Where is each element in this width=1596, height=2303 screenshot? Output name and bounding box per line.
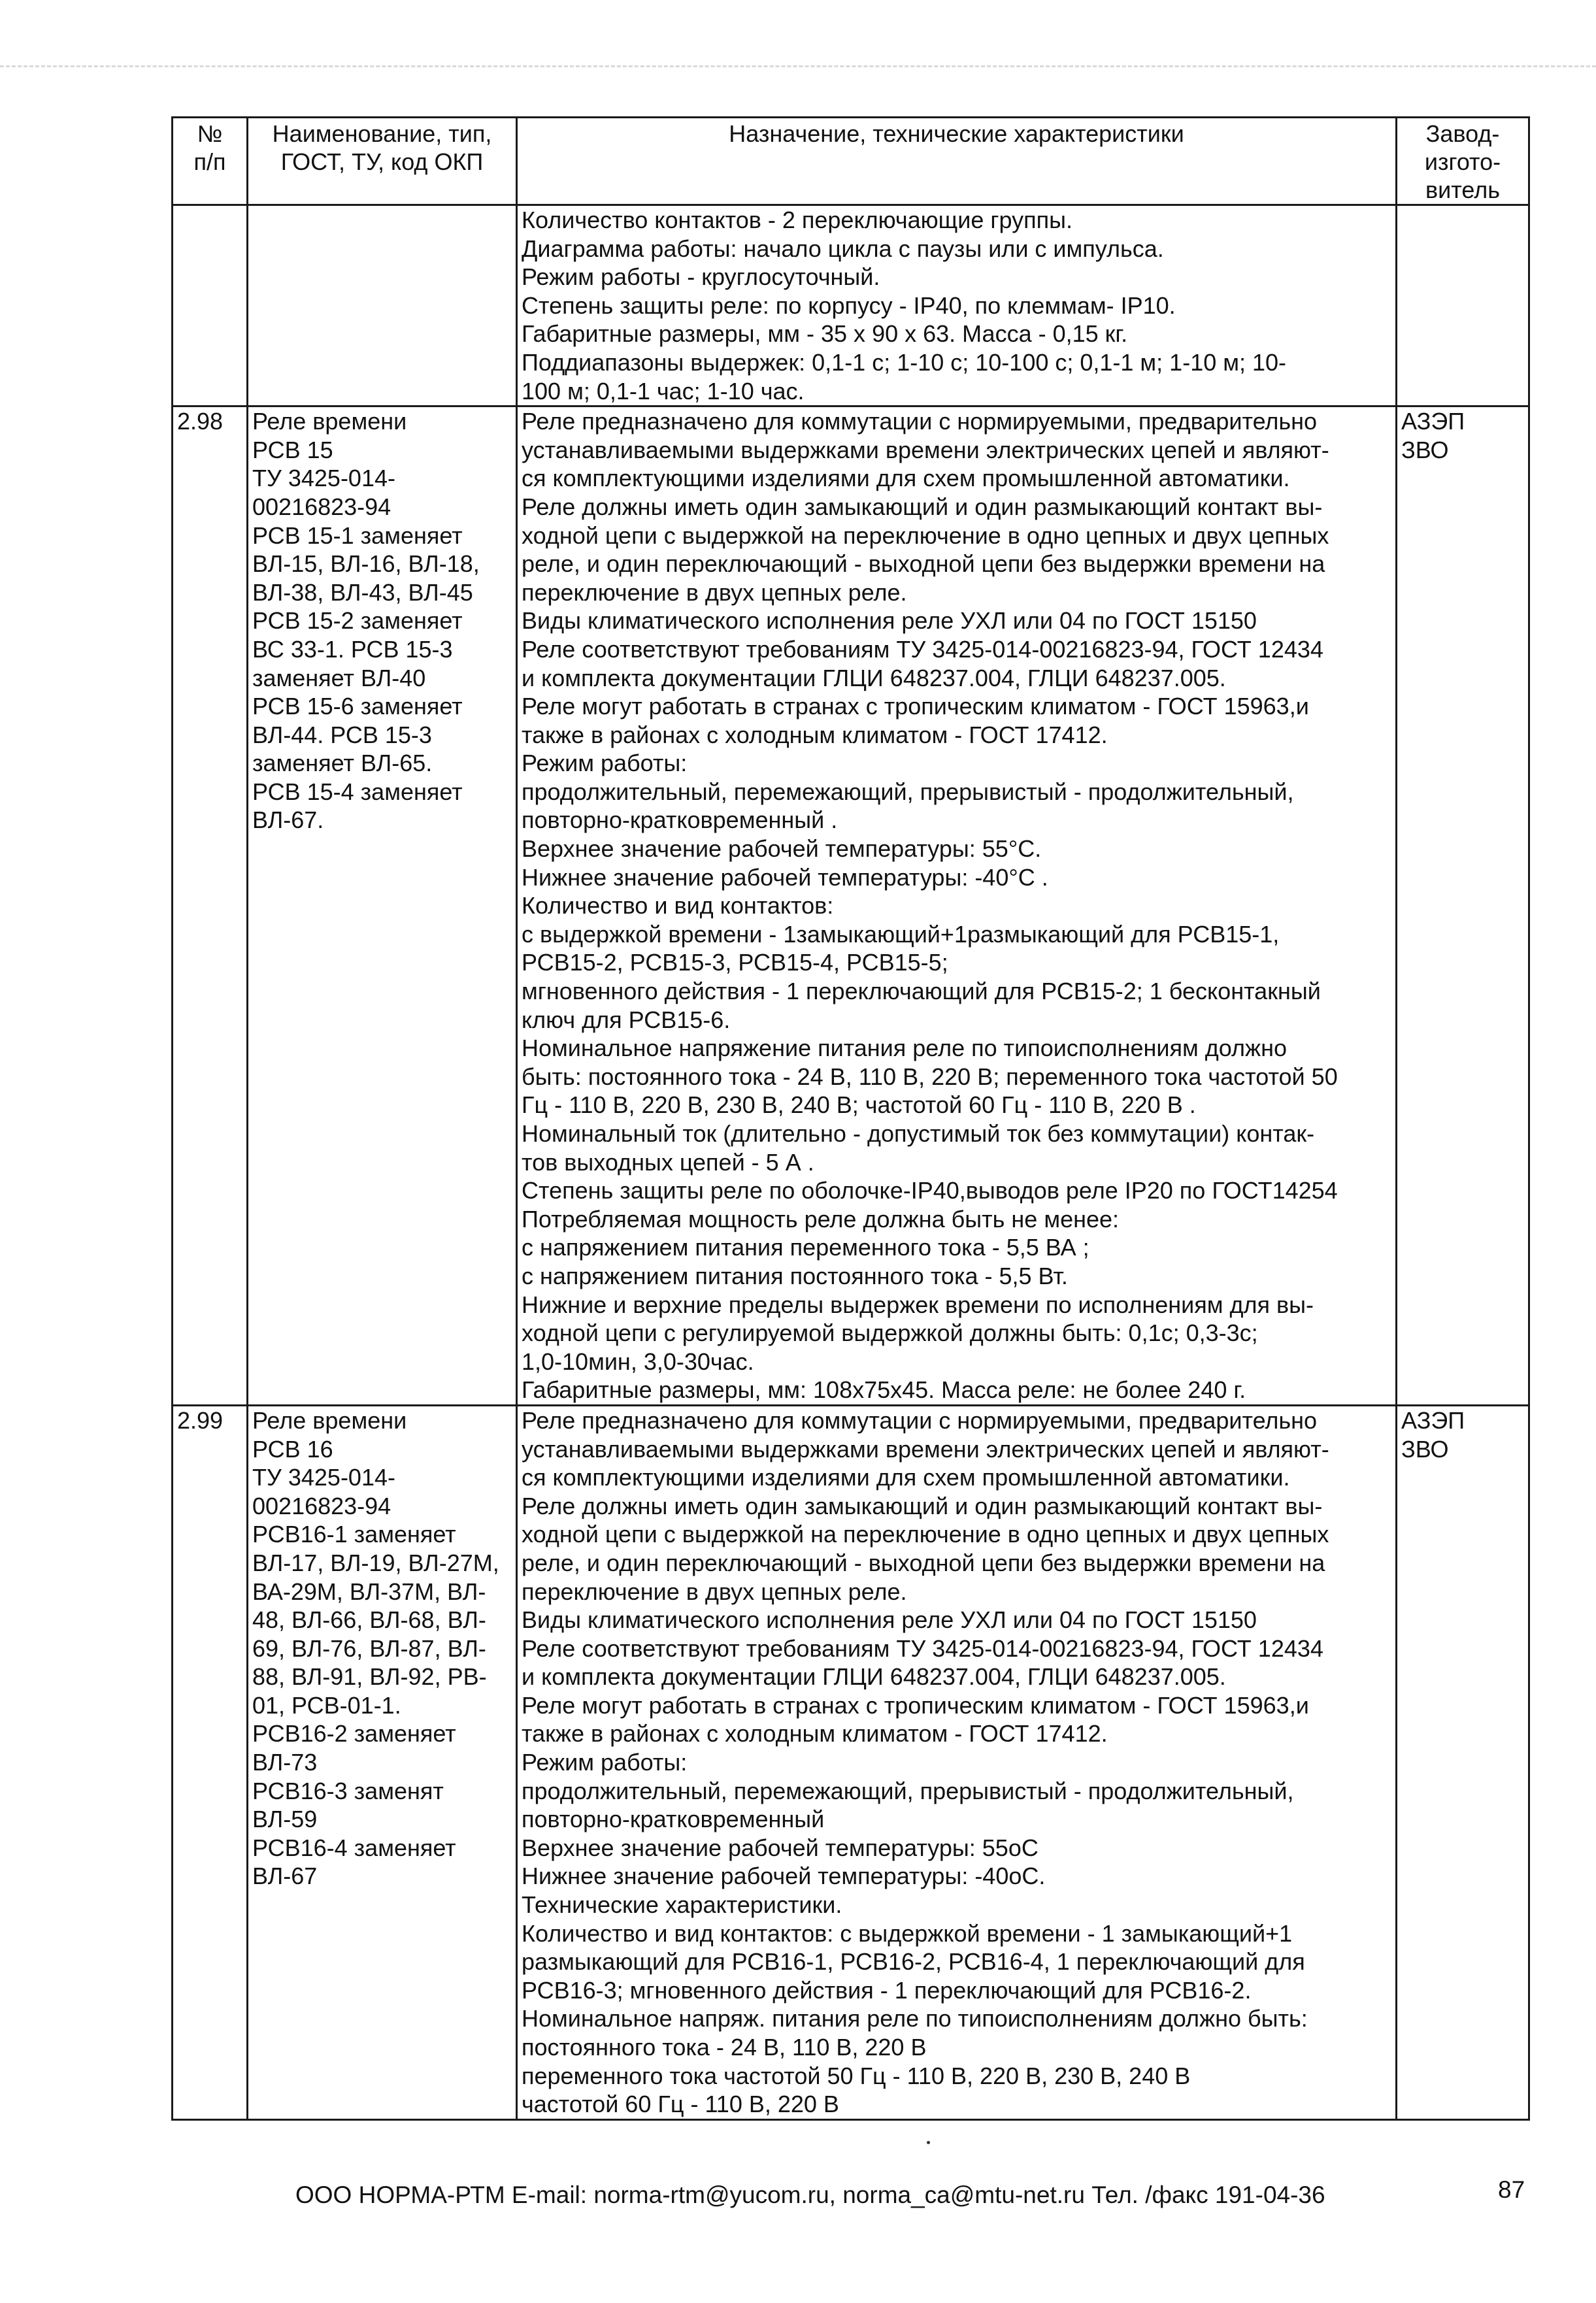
text-line: с напряжением питания переменного тока - 5,5 ВА ; (522, 1234, 1089, 1261)
spec-table (171, 116, 1530, 2121)
text-line: ВЛ-67 (252, 1863, 318, 1890)
text-line: Завод- (1425, 120, 1500, 147)
text-line: Реле предназначено для коммутации с нормируемыми, предварительно (522, 408, 1318, 435)
text-line: Поддиапазоны выдержек: 0,1-1 с; 1-10 с; 10-100 с; 0,1-1 м; 1-10 м; 10- (522, 348, 1287, 376)
text-line: частотой 60 Гц - 110 В, 220 В (522, 2091, 839, 2118)
text-line: с напряжением питания постоянного тока - 5,5 Вт. (522, 1262, 1068, 1289)
text-line: Режим работы: (522, 1749, 688, 1776)
text-line: 69, ВЛ-76, ВЛ-87, ВЛ- (252, 1634, 486, 1662)
scan-dot (927, 2141, 930, 2144)
text-line: ТУ 3425-014- (252, 1464, 395, 1491)
text-line: ся комплектующими изделиями для схем промышленной автоматики. (522, 465, 1290, 492)
text-line: быть: постоянного тока - 24 В, 110 В, 220 В; переменного тока частотой 50 (522, 1063, 1338, 1090)
text-line: № (197, 120, 223, 147)
text-line: Виды климатического исполнения реле УХЛ или 04 по ГОСТ 15150 (522, 1606, 1257, 1634)
text-line: ВС 33-1. РСВ 15-3 (252, 635, 453, 663)
text-line: ходной цепи с регулируемой выдержкой должны быть: 0,1с; 0,3-3с; (522, 1319, 1258, 1347)
text-line: РСВ 15 (252, 436, 333, 463)
text-line: ВЛ-38, ВЛ-43, ВЛ-45 (252, 578, 473, 606)
text-line: 00216823-94 (252, 493, 391, 520)
row-name (248, 1405, 517, 2119)
text-line: реле, и один переключающий - выходной цепи без выдержки времени на (522, 1549, 1325, 1576)
text-line: витель (1425, 176, 1500, 203)
text-line: Габаритные размеры, мм: 108х75х45. Масса реле: не более 240 г. (522, 1376, 1246, 1404)
text-line: Реле предназначено для коммутации с нормируемыми, предварительно (522, 1406, 1318, 1434)
text-line: АЗЭП (1401, 1406, 1465, 1434)
text-line: РСВ16-3 заменят (252, 1777, 444, 1804)
text-line: 1,0-10мин, 3,0-30час. (522, 1348, 754, 1375)
text-line: заменяет ВЛ-65. (252, 750, 433, 777)
row-manufacturer (1397, 1405, 1529, 2119)
text-line: Реле времени (252, 1406, 407, 1434)
col-header-name (248, 118, 517, 205)
text-line: Габаритные размеры, мм - 35 х 90 х 63. Масса - 0,15 кг. (522, 320, 1128, 348)
footer-contacts: ООО НОРМА-РТМ E-mail: norma-rtm@yucom.ru, norma_ca@mtu-net.ru Тел. /факс 191-04-36 (295, 2181, 1325, 2208)
row-number: 2.99 (173, 1405, 248, 2119)
text-line: ся комплектующими изделиями для схем промышленной автоматики. (522, 1464, 1290, 1491)
row-description (517, 1405, 1397, 2119)
text-line: переменного тока частотой 50 Гц - 110 В, 220 В, 230 В, 240 В (522, 2062, 1191, 2089)
text-line: п/п (193, 148, 226, 175)
text-line: Назначение, технические характеристики (729, 120, 1184, 147)
text-line: Потребляемая мощность реле должна быть не менее: (522, 1205, 1120, 1233)
text-line: и комплекта документации ГЛЦИ 648237.004, ГЛЦИ 648237.005. (522, 1663, 1226, 1691)
text-line: Количество контактов - 2 переключающие группы. (522, 207, 1072, 233)
text-line: Номинальный ток (длительно - допустимый ток без коммутации) контак- (522, 1120, 1315, 1147)
row-description (517, 205, 1397, 406)
text-line: тов выходных цепей - 5 А . (522, 1148, 814, 1176)
text-line: Степень защиты реле по оболочке-IP40,выводов реле IP20 по ГОСТ14254 (522, 1177, 1338, 1204)
table-row-2-98 (173, 406, 1529, 1406)
text-line: Номинальное напряж. питания реле по типоисполнениям должно быть: (522, 2005, 1308, 2032)
text-line: повторно-кратковременный (522, 1806, 825, 1833)
text-line: продолжительный, перемежающий, прерывистый - продолжительный, (522, 1777, 1294, 1804)
text-line: РСВ 15-4 заменяет (252, 778, 463, 805)
text-line: Гц - 110 В, 220 В, 230 В, 240 В; частотой 60 Гц - 110 В, 220 В . (522, 1091, 1196, 1119)
text-line: устанавливаемыми выдержками времени электрических цепей и являют- (522, 436, 1329, 463)
text-line: Количество и вид контактов: (522, 892, 834, 920)
text-line: с выдержкой времени - 1замыкающий+1размыкающий для РСВ15-1, (522, 920, 1280, 948)
text-line: также в районах с холодным климатом - ГОСТ 17412. (522, 1720, 1108, 1748)
text-line: Реле соответствуют требованиям ТУ 3425-014-00216823-94, ГОСТ 12434 (522, 1634, 1323, 1662)
text-line: Виды климатического исполнения реле УХЛ или 04 по ГОСТ 15150 (522, 607, 1257, 635)
text-line: устанавливаемыми выдержками времени электрических цепей и являют- (522, 1435, 1329, 1463)
row-manufacturer (1397, 205, 1529, 406)
text-line: Нижнее значение рабочей температуры: -40оС. (522, 1863, 1046, 1890)
text-line: 48, ВЛ-66, ВЛ-68, ВЛ- (252, 1606, 486, 1634)
text-line: РСВ16-1 заменяет (252, 1521, 456, 1548)
text-line: РСВ 16 (252, 1435, 333, 1463)
text-line: АЗЭП (1401, 408, 1465, 435)
col-header-num (173, 118, 248, 205)
text-line: продолжительный, перемежающий, прерывистый - продолжительный, (522, 778, 1294, 805)
text-line: ЗВО (1401, 1435, 1449, 1463)
page-number: 87 (1498, 2176, 1525, 2203)
text-line: ВЛ-44. РСВ 15-3 (252, 721, 432, 748)
text-line: переключение в двух цепных реле. (522, 1578, 907, 1605)
text-line: ВА-29М, ВЛ-37М, ВЛ- (252, 1578, 486, 1605)
text-line: также в районах с холодным климатом - ГОСТ 17412. (522, 721, 1108, 748)
col-header-desc (517, 118, 1397, 205)
text-line: переключение в двух цепных реле. (522, 578, 907, 606)
text-line: Наименование, тип, (272, 120, 492, 147)
text-line: Режим работы - круглосуточный. (522, 263, 880, 291)
row-name (248, 406, 517, 1406)
text-line: РСВ 15-6 заменяет (252, 693, 463, 720)
page-footer (0, 2176, 1596, 2214)
text-line: ходной цепи с выдержкой на переключение в одно цепных и двух цепных (522, 522, 1329, 549)
text-line: ВЛ-59 (252, 1806, 318, 1833)
table-row-continuation (173, 205, 1529, 406)
text-line: Нижнее значение рабочей температуры: -40°С . (522, 863, 1048, 891)
text-line: Реле могут работать в странах с тропическим климатом - ГОСТ 15963,и (522, 693, 1309, 720)
text-line: ТУ 3425-014- (252, 465, 395, 492)
text-line: 00216823-94 (252, 1492, 391, 1519)
text-line: РСВ16-3; мгновенного действия - 1 переключающий для РСВ16-2. (522, 1976, 1252, 2004)
text-line: 100 м; 0,1-1 час; 1-10 час. (522, 377, 805, 405)
text-line: Реле времени (252, 408, 407, 435)
text-line: заменяет ВЛ-40 (252, 664, 426, 691)
text-line: ключ для РСВ15-6. (522, 1006, 731, 1033)
text-line: Реле могут работать в странах с тропическим климатом - ГОСТ 15963,и (522, 1691, 1309, 1719)
row-manufacturer (1397, 406, 1529, 1406)
scan-artifact (0, 65, 1596, 71)
text-line: РСВ 15-1 заменяет (252, 522, 463, 549)
row-number: 2.98 (173, 406, 248, 1406)
text-line: Нижние и верхние пределы выдержек времени по исполнениям для вы- (522, 1291, 1314, 1318)
text-line: РСВ16-4 заменяет (252, 1834, 456, 1861)
row-number (173, 205, 248, 406)
text-line: РСВ16-2 заменяет (252, 1720, 456, 1748)
text-line: Количество и вид контактов: с выдержкой времени - 1 замыкающий+1 (522, 1919, 1293, 1947)
text-line: Технические характеристики. (522, 1891, 842, 1919)
text-line: изгото- (1424, 148, 1501, 175)
col-header-manufacturer (1397, 118, 1529, 205)
header-row (173, 118, 1529, 205)
text-line: ходной цепи с выдержкой на переключение в одно цепных и двух цепных (522, 1521, 1329, 1548)
row-description (517, 406, 1397, 1406)
text-line: размыкающий для РСВ16-1, РСВ16-2, РСВ16-4, 1 переключающий для (522, 1948, 1305, 1976)
text-line: Режим работы: (522, 750, 688, 777)
text-line: РСВ 15-2 заменяет (252, 607, 463, 635)
text-line: реле, и один переключающий - выходной цепи без выдержки времени на (522, 550, 1325, 578)
text-line: повторно-кратковременный . (522, 806, 838, 834)
row-name (248, 205, 517, 406)
text-line: Верхнее значение рабочей температуры: 55°С. (522, 835, 1042, 863)
text-line: Реле соответствуют требованиям ТУ 3425-014-00216823-94, ГОСТ 12434 (522, 635, 1323, 663)
text-line: ВЛ-73 (252, 1749, 318, 1776)
table-row-2-99 (173, 1405, 1529, 2119)
text-line: и комплекта документации ГЛЦИ 648237.004, ГЛЦИ 648237.005. (522, 664, 1226, 691)
text-line: Номинальное напряжение питания реле по типоисполнениям должно (522, 1035, 1288, 1062)
text-line: Реле должны иметь один замыкающий и один размыкающий контакт вы- (522, 493, 1323, 520)
text-line: ВЛ-15, ВЛ-16, ВЛ-18, (252, 550, 480, 578)
text-line: ЗВО (1401, 436, 1449, 463)
text-line: Диаграмма работы: начало цикла с паузы или с импульса. (522, 235, 1164, 262)
text-line: Степень защиты реле: по корпусу - IP40, по клеммам- IP10. (522, 291, 1176, 319)
text-line: РСВ15-2, РСВ15-3, РСВ15-4, РСВ15-5; (522, 949, 948, 976)
text-line: Реле должны иметь один замыкающий и один размыкающий контакт вы- (522, 1492, 1323, 1519)
text-line: ВЛ-67. (252, 806, 324, 834)
text-line: ВЛ-17, ВЛ-19, ВЛ-27М, (252, 1549, 499, 1576)
text-line: постоянного тока - 24 В, 110 В, 220 В (522, 2034, 927, 2061)
text-line: ГОСТ, ТУ, код ОКП (280, 148, 484, 175)
text-line: 01, РСВ-01-1. (252, 1691, 401, 1719)
text-line: Верхнее значение рабочей температуры: 55оС (522, 1834, 1039, 1861)
text-line: мгновенного действия - 1 переключающий для РСВ15-2; 1 бесконтакный (522, 978, 1321, 1005)
text-line: 88, ВЛ-91, ВЛ-92, РВ- (252, 1663, 487, 1691)
